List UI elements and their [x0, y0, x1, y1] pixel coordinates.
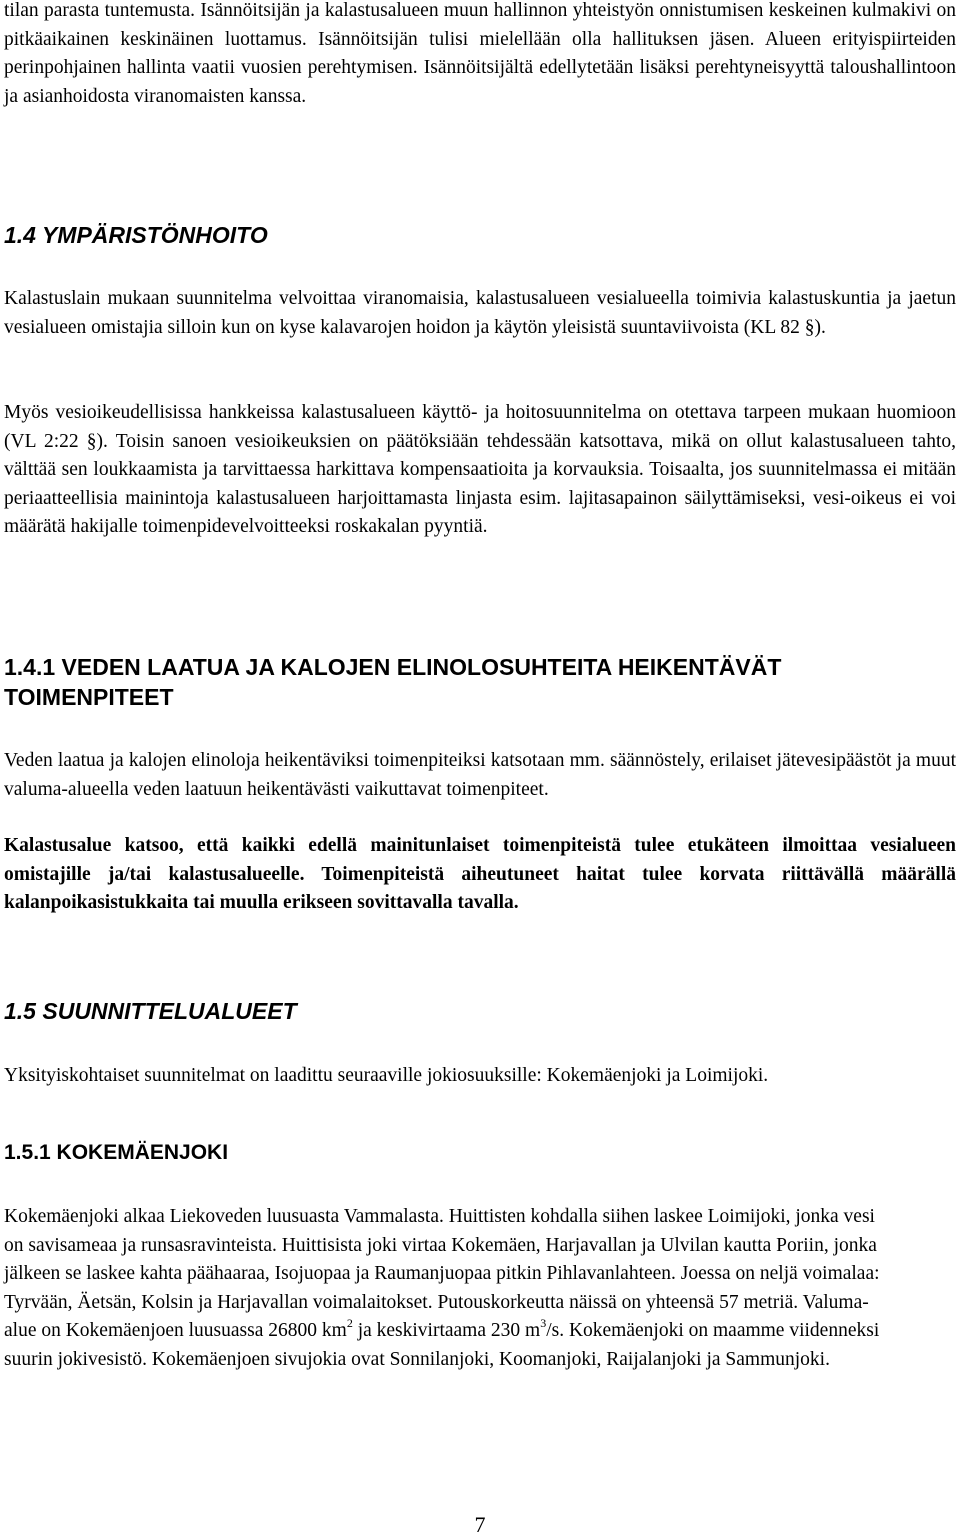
paragraph-kalastuslaki: Kalastuslain mukaan suunnitelma velvoittaa viranomaisia, kalastusalueen vesialueella toimivia kalastuskuntia ja jaetun vesialueen omistajia silloin kun on kyse kalavarojen hoidon ja käytön yleisistä suuntaviivoista (KL 82 §).	[4, 288, 956, 338]
section-1-4	[4, 220, 956, 250]
intro-paragraph: tilan parasta tuntemusta. Isännöitsijän ja kalastusalueen muun hallinnon yhteistyön onnistumisen keskeinen kulmakivi on pitkäaikainen keskinäinen luottamus. Isännöitsijän tulisi mielellään olla hallituksen jäsen. Alueen erityispiirteiden perinpohjainen hallinta vaatii vuosien perehtymisen. Isännöitsijältä edellytetään lisäksi perehtyneisyyttä taloushallintoon ja asianhoidosta viranomaisten kanssa.	[4, 0, 956, 107]
section-heading-1-4: 1.4 YMPÄRISTÖNHOITO	[4, 222, 268, 248]
section-heading-1-5: 1.5 SUUNNITTELUALUEET	[4, 998, 297, 1024]
paragraph-veden-laatu: Veden laatua ja kalojen elinoloja heikentäviksi toimenpiteiksi katsotaan mm. säännöstely, erilaiset jätevesipäästöt ja muut valuma-alueella veden laatuun heikentävästi vaikuttavat toimenpiteet.	[4, 750, 956, 800]
section-heading-1-5-1: 1.5.1 KOKEMÄENJOKI	[4, 1141, 229, 1164]
section-1-5-body	[4, 1062, 956, 1091]
superscript-km2: 2	[346, 1315, 353, 1330]
section-1-4-1-body	[4, 747, 956, 804]
paragraph-kalastusalue-katsoo: Kalastusalue katsoo, että kaikki edellä mainitunlaiset toimenpiteistä tulee etukäteen ilmoittaa vesialueen omistajille ja/tai kalastusalueelle. Toimenpiteistä aiheutuneet haitat tulee korvata riittävällä määrällä kalanpoikasistukkaita tai muulla erikseen sovittavalla tavalla.	[4, 835, 956, 913]
section-1-4-1-body-2	[4, 832, 956, 918]
paragraph-kokemaenjoki	[4, 1203, 884, 1374]
heading-line-2: TOIMENPITEET	[4, 684, 174, 710]
section-1-5	[4, 996, 956, 1026]
section-1-4-body	[4, 285, 956, 342]
superscript-m3: 3	[540, 1315, 547, 1330]
kokemaenjoki-text-2: ja keskivirtaama 230 m	[352, 1320, 541, 1341]
paragraph-suunnitelmat: Yksityiskohtaiset suunnitelmat on laadittu seuraaville jokiosuuksille: Kokemäenjoki ja Loimijoki.	[4, 1065, 769, 1086]
page-number: 7	[474, 1512, 486, 1537]
section-1-4-1	[4, 652, 956, 712]
section-1-4-body-2	[4, 399, 956, 542]
section-1-5-1-body	[4, 1203, 884, 1374]
paragraph-vesioikeus: Myös vesioikeudellisissa hankkeissa kalastusalueen käyttö- ja hoitosuunnitelma on otettava tarpeen mukaan huomioon (VL 2:22 §). Toisin sanoen vesioikeuksien on päätöksiään tehdessään katsottava, mikä on ollut kalastusalueen tahto, välttää sen loukkaamista ja tarvittaessa harkittava kompensaatioita ja korvauksia. Toisaalta, jos suunnitelmassa ei mitään periaatteellisia mainintoja kalastusalueen harjoittamasta linjasta esim. lajitasapainon säilyttämiseksi, vesi-oikeus ei voi määrätä hakijalle toimenpidevelvoitteeksi roskakalan pyyntiä.	[4, 402, 956, 537]
section-1-5-1	[4, 1139, 956, 1167]
kokemaenjoki-text-1: Kokemäenjoki alkaa Liekoveden luusuasta Vammalasta. Huittisten kohdalla siihen laskee Loimijoki, jonka vesi on savisameaa ja runsasravinteista. Huittisista joki virtaa Kokemäen, Harjavallan ja Ulvilan kautta Poriin, jonka jälkeen se laskee kahta päähaaraa, Isojuopaa ja Raumanjuopaa pitkin Pihlavanlahteen. Joessa on neljä voimalaa: Tyrvään, Äetsän, Kolsin ja Harjavallan voimalaitokset. Putouskorkeutta näissä on yhteensä 57 metriä. Valuma-alue on Kokemäenjoen luusuassa 26800 km	[4, 1206, 880, 1341]
heading-line-1: 1.4.1 VEDEN LAATUA JA KALOJEN ELINOLOSUHTEITA HEIKENTÄVÄT	[4, 654, 782, 680]
kokemaenjoki-text-3: /s. Kokemäenjoki on maamme viidenneksi suurin jokivesistö. Kokemäenjoen sivujokia ovat Sonnilanjoki, Koomanjoki, Raijalanjoki ja Sammunjoki.	[4, 1320, 880, 1370]
intro-section	[4, 0, 956, 111]
section-heading-1-4-1	[4, 652, 956, 712]
